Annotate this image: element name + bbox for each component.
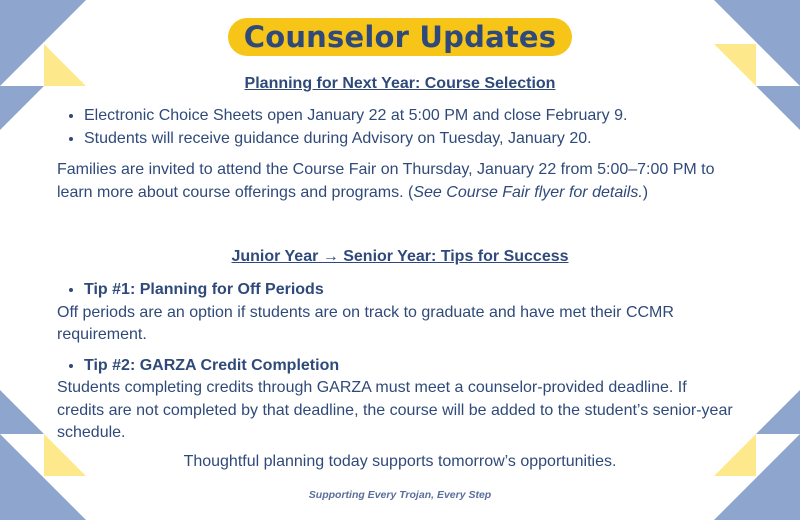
section1-bullet-list xyxy=(57,105,737,150)
tip-title: • Tip #2: GARZA Credit Completion xyxy=(84,355,737,378)
bottom-left-blue-triangle xyxy=(0,434,86,520)
bottom-right-blue-triangle xyxy=(714,434,800,520)
page-title: Counselor Updates xyxy=(228,18,573,56)
tip-title: • Tip #1: Planning for Off Periods xyxy=(84,279,737,302)
closing-statement: Thoughtful planning today supports tomorrow’s opportunities. xyxy=(183,453,617,470)
footer-tagline: Supporting Every Trojan, Every Step xyxy=(308,489,492,501)
list-item: • Students will receive guidance during Advisory on Tuesday, January 20. xyxy=(84,128,737,151)
tip2-bullet xyxy=(57,355,737,378)
tip-body: Off periods are an option if students are on track to graduate and have met their CCMR requirement. xyxy=(57,303,674,343)
section2-heading: Junior Year → Senior Year: Tips for Success xyxy=(231,248,569,265)
paragraph-end-text: ) xyxy=(642,183,649,201)
title-wrapper xyxy=(0,18,800,56)
tip-body: Students completing credits through GARZA must meet a counselor-provided deadline. If credits are not completed by that deadline, the course will be added to the student’s senior-year schedule. xyxy=(57,379,733,441)
tip1-bullet xyxy=(57,279,737,302)
bottom-left-upper-triangle xyxy=(0,390,44,434)
course-fair-paragraph xyxy=(57,159,737,204)
paragraph-main-text: Families are invited to attend the Course Fair on Thursday, January 22 from 5:00–7:00 PM to learn more about course offerings and programs. ( xyxy=(57,161,715,201)
paragraph-italic-text: See Course Fair flyer for details. xyxy=(413,183,643,201)
bottom-right-upper-triangle xyxy=(756,390,800,434)
section2-content xyxy=(57,279,737,445)
section1-heading: Planning for Next Year: Course Selection xyxy=(244,75,556,92)
list-item: • Electronic Choice Sheets open January 22 at 5:00 PM and close February 9. xyxy=(84,105,737,128)
section1-content xyxy=(57,105,737,204)
